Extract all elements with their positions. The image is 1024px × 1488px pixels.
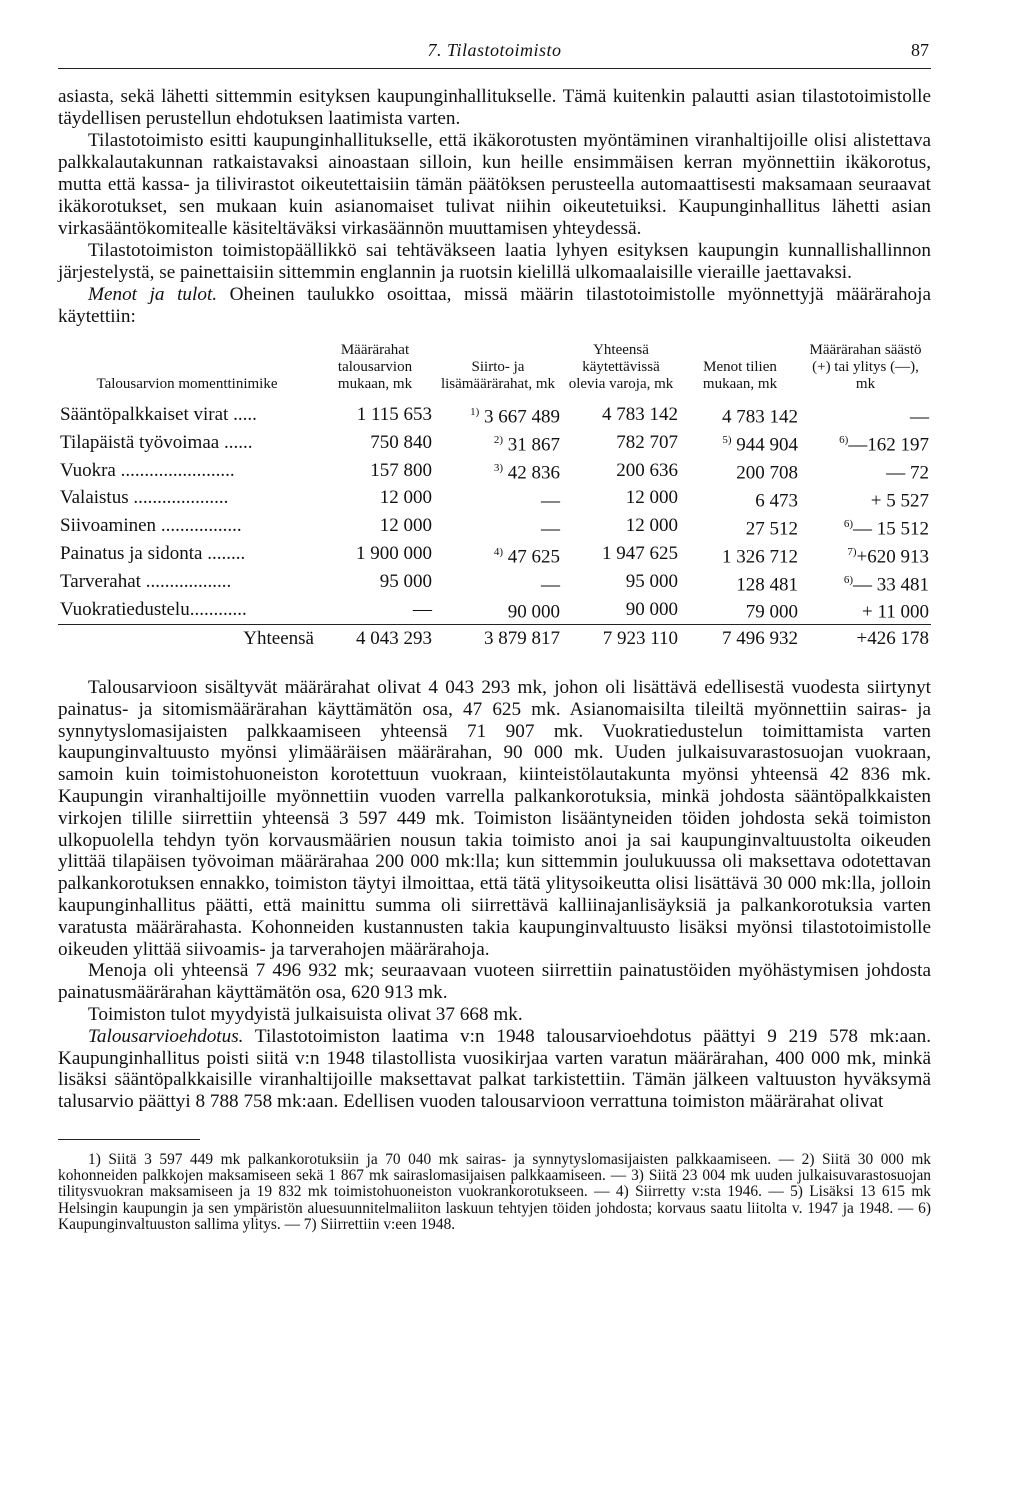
table-row bbox=[58, 513, 931, 541]
footnote-marker: 4) bbox=[493, 545, 503, 558]
expenses-cell bbox=[680, 401, 800, 429]
difference-cell bbox=[800, 569, 931, 597]
difference-value: + 11 000 bbox=[861, 601, 929, 623]
total-label: Yhteensä bbox=[58, 625, 316, 651]
transfer-cell bbox=[434, 569, 562, 597]
footnote-rule bbox=[58, 1139, 200, 1140]
expenses-value: 200 708 bbox=[736, 462, 798, 484]
column-header: Siirto- ja lisämäärärahat, mk bbox=[440, 359, 556, 392]
difference-value: — bbox=[910, 406, 929, 428]
leader-dots: ................. bbox=[156, 515, 242, 537]
budget-cell: 1 115 653 bbox=[356, 403, 432, 425]
transfer-cell bbox=[434, 457, 562, 485]
row-label bbox=[58, 429, 316, 457]
table-total-row bbox=[58, 625, 931, 651]
footnote-marker: 1) bbox=[470, 406, 480, 418]
available-cell: 782 707 bbox=[616, 431, 678, 453]
footnotes bbox=[58, 1152, 931, 1233]
running-header bbox=[58, 30, 931, 66]
budget-table bbox=[58, 342, 931, 651]
transfer-cell bbox=[434, 596, 562, 624]
available-cell: 90 000 bbox=[625, 599, 678, 621]
difference-cell bbox=[800, 541, 931, 569]
paragraph: Menoja oli yhteensä 7 496 932 mk; seuraavaan vuoteen siirrettiin painatustöiden myöhästymisen johdosta painatusmäärärahan käyttämätön osa, 620 913 mk. bbox=[58, 960, 931, 1004]
footnote-marker: 5) bbox=[722, 433, 732, 446]
table-row bbox=[58, 429, 931, 457]
document-page bbox=[58, 30, 931, 1233]
table-header-row bbox=[58, 342, 931, 401]
header-rule bbox=[58, 68, 931, 69]
row-label-text: Tarverahat bbox=[60, 571, 141, 593]
leader-dots: ............ bbox=[189, 599, 247, 621]
paragraph bbox=[58, 284, 931, 328]
table-row bbox=[58, 457, 931, 485]
transfer-cell bbox=[434, 541, 562, 569]
available-cell: 12 000 bbox=[625, 515, 678, 537]
table-row bbox=[58, 485, 931, 513]
expenses-cell bbox=[680, 569, 800, 597]
difference-value: — 33 481 bbox=[853, 573, 929, 595]
difference-cell bbox=[800, 485, 931, 513]
column-header: Määrärahan säästö (+) tai ylitys (—), mk bbox=[809, 342, 922, 392]
section-lead: Talousarvioehdotus. bbox=[88, 1025, 244, 1047]
budget-cell: — bbox=[413, 599, 432, 621]
transfer-cell bbox=[434, 429, 562, 457]
total-available-cell: 7 923 110 bbox=[562, 625, 680, 651]
paragraph: Tilastotoimiston toimistopäällikkö sai tehtäväkseen laatia lyhyen esityksen kaupungin kunnallishallinnon järjestelystä, se painettaisiin sittemmin englannin ja ruotsin kielillä ulkomaalaisille vieraille jaettavaksi. bbox=[58, 240, 931, 283]
footnote-marker: 6) bbox=[839, 433, 849, 446]
paragraph bbox=[58, 1026, 931, 1113]
total-diff-cell: +426 178 bbox=[800, 625, 931, 651]
transfer-value: — bbox=[541, 518, 560, 540]
row-label bbox=[58, 596, 316, 624]
difference-value: —162 197 bbox=[848, 434, 929, 456]
budget-cell: 12 000 bbox=[379, 487, 432, 509]
table-row bbox=[58, 596, 931, 624]
paragraph: Toimiston tulot myydyistä julkaisuista olivat 37 668 mk. bbox=[88, 1003, 523, 1025]
header-title: 7. Tilastotoimisto bbox=[427, 40, 562, 60]
body-text bbox=[58, 86, 931, 328]
available-cell: 200 636 bbox=[616, 459, 678, 481]
difference-value: +620 913 bbox=[856, 545, 929, 567]
expenses-value: 128 481 bbox=[736, 573, 798, 595]
row-label-text: Valaistus bbox=[60, 487, 129, 509]
column-header: Määrärahat talousarvion mukaan, mk bbox=[337, 342, 413, 392]
column-header: Yhteensä käytettävissä olevia varoja, mk bbox=[568, 342, 674, 392]
total-expenses-cell: 7 496 932 bbox=[680, 625, 800, 651]
difference-cell bbox=[800, 596, 931, 624]
paragraph: Tilastotoimisto esitti kaupunginhallitukselle, että ikäkorotusten myöntäminen viranhaltijoille olisi alistettava palkkalautakunnan ratkaistavaksi ainoastaan silloin, kun heille ensimmäisen kerran myönnettiin ikäkorotus, mutta että kassa- ja tilivirastot oikeutettaisiin tämän päätöksen perusteella automaattisesti maksamaan seuraavat ikäkorotukset, sen mukaan kuin asianomaiset tulivat niihin oikeutetuiksi. Kaupunginhallitus lähetti asian virkasääntökomitealle käsiteltäväksi virkasäännön muuttamisen yhteydessä. bbox=[58, 130, 931, 239]
page-number: 87 bbox=[911, 40, 929, 60]
expenses-cell bbox=[680, 541, 800, 569]
paragraph: asiasta, sekä lähetti sittemmin esityksen kaupunginhallitukselle. Tämä kuitenkin palautti asian tilastotoimistolle täydellisen perustellun ehdotuksen laatimista varten. bbox=[58, 86, 931, 129]
difference-cell bbox=[800, 429, 931, 457]
table-row bbox=[58, 401, 931, 429]
section-lead: Menot ja tulot. bbox=[88, 284, 218, 305]
transfer-cell bbox=[434, 485, 562, 513]
footnote-text: 1) Siitä 3 597 449 mk palkankorotuksiin ja 70 040 mk sairas- ja synnytyslomasijaisten palkkaamiseen. — 2) Siitä 30 000 mk kohonneiden palkkojen maksamiseen sekä 1 867 mk sairaslomasijaisen palkkaamiseen. — 3) Siitä 23 004 mk uuden julkaisuvarastosuojan tilitysvuokran maksamiseen ja 19 832 mk toimistohuoneiston vuokrankorotukseen. — 4) Siirretty v:sta 1946. — 5) Lisäksi 13 615 mk Helsingin kaupungin ja sen ympäristön aluesuunnitelmaliiton laskuun tehtyjen töiden johdosta; korvaus saatu liitolta v. 1947 ja 1948. — 6) Kaupunginvaltuuston sallima ylitys. — 7) Siirrettiin v:een 1948. bbox=[58, 1150, 931, 1233]
budget-cell: 157 800 bbox=[370, 459, 432, 481]
row-label bbox=[58, 457, 316, 485]
transfer-value: 47 625 bbox=[507, 545, 560, 567]
footnote-marker: 7) bbox=[847, 545, 857, 558]
column-header: Menot tilien mukaan, mk bbox=[702, 359, 778, 392]
transfer-value: 42 836 bbox=[507, 462, 560, 484]
row-label bbox=[58, 485, 316, 513]
expenses-cell bbox=[680, 485, 800, 513]
expenses-value: 79 000 bbox=[745, 601, 798, 623]
difference-cell bbox=[800, 401, 931, 429]
transfer-value: — bbox=[541, 573, 560, 595]
total-budget-cell: 4 043 293 bbox=[316, 625, 434, 651]
column-header: Talousarvion momenttinimike bbox=[96, 376, 278, 392]
transfer-value: 3 667 489 bbox=[484, 406, 560, 428]
expenses-cell bbox=[680, 596, 800, 624]
table-row bbox=[58, 569, 931, 597]
footnote-marker: 6) bbox=[843, 517, 853, 530]
budget-cell: 12 000 bbox=[379, 515, 432, 537]
leader-dots: ........................ bbox=[115, 459, 235, 481]
available-cell: 12 000 bbox=[625, 487, 678, 509]
budget-cell: 1 900 000 bbox=[356, 543, 432, 565]
transfer-value: 90 000 bbox=[507, 601, 560, 623]
budget-cell: 95 000 bbox=[379, 571, 432, 593]
available-cell: 1 947 625 bbox=[602, 543, 678, 565]
difference-cell bbox=[800, 513, 931, 541]
row-label bbox=[58, 541, 316, 569]
difference-value: + 5 527 bbox=[870, 490, 929, 512]
row-label-text: Sääntöpalkkaiset virat bbox=[60, 403, 229, 425]
paragraph-text: Tilastotoimiston laatima v:n 1948 talousarvioehdotus päättyi 9 219 578 mk:aan. Kaupunginhallitus poisti siitä v:n 1948 tilastollista vuosikirjaa varten varatun määrärahan, 400 000 mk, minkä lisäksi sääntöpalkkaisille viranhaltijoille maksettavat palkat tarkistettiin. Tämän jälkeen valtuuston hyväksymä talusarvio päättyi 8 788 758 mk:aan. Edellisen vuoden talousarvioon verrattuna toimiston määrärahat olivat bbox=[58, 1025, 931, 1113]
transfer-value: 31 867 bbox=[507, 434, 560, 456]
leader-dots: ...... bbox=[219, 431, 253, 453]
available-cell: 4 783 142 bbox=[602, 403, 678, 425]
total-transfer-cell: 3 879 817 bbox=[434, 625, 562, 651]
leader-dots: ..... bbox=[228, 403, 257, 425]
expenses-value: 27 512 bbox=[745, 518, 798, 540]
leader-dots: ........ bbox=[202, 543, 246, 565]
transfer-cell bbox=[434, 513, 562, 541]
row-label-text: Vuokra bbox=[60, 459, 116, 481]
expenses-value: 1 326 712 bbox=[722, 545, 798, 567]
row-label bbox=[58, 513, 316, 541]
footnote-marker: 3) bbox=[493, 461, 503, 474]
paragraph-text: Oheinen taulukko osoittaa, missä määrin tilastotoimistolle myönnettyjä määrärahoja käytettiin: bbox=[58, 284, 931, 327]
paragraph: Talousarvioon sisältyvät määrärahat olivat 4 043 293 mk, johon oli lisättävä edellisestä vuodesta siirtynyt painatus- ja sitomismäärärahan käyttämätön osa, 47 625 mk. Asianomaisilta tileiltä myönnettiin sairas- ja synnytyslomasijaisten palkkaamiseen yhteensä 71 907 mk. Vuokratiedustelun toimittamista varten kaupunginvaltuusto myönsi ylimääräisen määrärahan, 90 000 mk. Uuden julkaisuvarastosuojan vuokraan, samoin kuin toimistohuoneiston korotettuun vuokraan, kiinteistölautakunta myönsi yhteensä 42 836 mk. Kaupungin viranhaltijoille myönnettiin vuoden varrella palkankorotuksia, minkä johdosta sääntöpalkkaisten virkojen tilille siirrettiin yhteensä 3 597 449 mk. Toimiston lisääntyneiden töiden johdosta sekä toimiston ulkopuolella tehdyn työn korvausmäärien nousun takia toimisto anoi ja sai kaupunginvaltuustolta oikeuden ylittää tilapäisen työvoiman määrärahaa 200 000 mk:lla; kun sittemmin joulukuussa oli maksettava odotettavan palkankorotuksen ennakko, toimiston täytyi ilmoittaa, että tätä ylitysoikeutta olisi lisättävä 30 000 mk:lla, jolloin kaupunginhallitus päätti, että mainittu summa oli siirrettävä kalliinajanlisäyksiä ja palkankorotuksia varten varatusta määrärahasta. Kohonneiden kustannusten takia kaupunginvaltuusto lisäksi myönsi tilastotoimistolle oikeuden ylittää siivoamis- ja tarverahojen määrärahoja. bbox=[58, 676, 931, 960]
transfer-value: — bbox=[541, 490, 560, 512]
body-text-continued bbox=[58, 677, 931, 1113]
expenses-cell bbox=[680, 513, 800, 541]
leader-dots: .................. bbox=[140, 571, 232, 593]
expenses-cell bbox=[680, 457, 800, 485]
available-cell: 95 000 bbox=[625, 571, 678, 593]
footnote-marker: 2) bbox=[493, 433, 503, 446]
row-label-text: Painatus ja sidonta bbox=[60, 543, 203, 565]
expenses-value: 944 904 bbox=[736, 434, 798, 456]
table-row bbox=[58, 541, 931, 569]
transfer-cell bbox=[434, 401, 562, 429]
expenses-value: 4 783 142 bbox=[722, 406, 798, 428]
difference-value: — 15 512 bbox=[853, 518, 929, 540]
expenses-value: 6 473 bbox=[755, 490, 798, 512]
row-label bbox=[58, 569, 316, 597]
row-label bbox=[58, 401, 316, 429]
row-label-text: Tilapäistä työvoimaa bbox=[60, 431, 220, 453]
row-label-text: Vuokratiedustelu bbox=[60, 599, 190, 621]
difference-value: — 72 bbox=[886, 462, 929, 484]
row-label-text: Siivoaminen bbox=[60, 515, 157, 537]
leader-dots: .................... bbox=[128, 487, 229, 509]
footnote-marker: 6) bbox=[843, 573, 853, 586]
difference-cell bbox=[800, 457, 931, 485]
expenses-cell bbox=[680, 429, 800, 457]
budget-cell: 750 840 bbox=[370, 431, 432, 453]
